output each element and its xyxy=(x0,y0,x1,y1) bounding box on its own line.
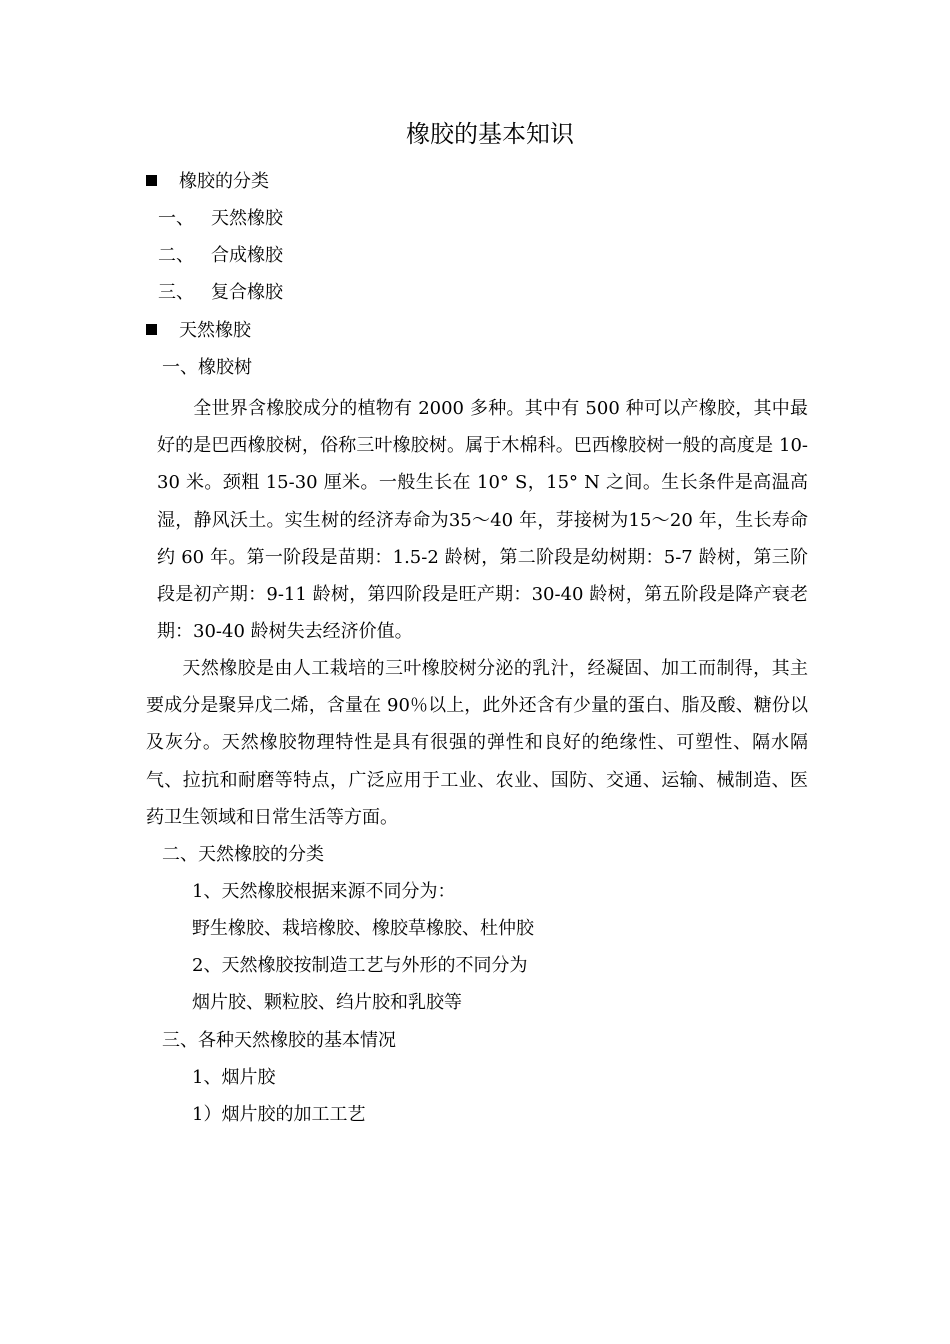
section-heading-classification: 橡胶的分类 xyxy=(146,169,269,195)
text-line: 1、天然橡胶根据来源不同分为： xyxy=(192,881,456,902)
subheading-rubber-tree: 一、橡胶树 xyxy=(162,357,252,378)
square-bullet-icon xyxy=(146,324,157,335)
text-line: 2、天然橡胶按制造工艺与外形的不同分为 xyxy=(192,955,528,976)
text-line: 1）烟片胶的加工工艺 xyxy=(192,1104,366,1125)
subheading-classification: 二、天然橡胶的分类 xyxy=(162,844,324,865)
list-item: 二、 合成橡胶 xyxy=(158,245,283,266)
list-item: 一、 天然橡胶 xyxy=(158,208,283,229)
section-heading-natural-rubber: 天然橡胶 xyxy=(146,318,251,344)
list-item: 三、 复合橡胶 xyxy=(158,282,283,303)
paragraph-rubber-tree: 全世界含橡胶成分的植物有 2000 多种。其中有 500 种可以产橡胶，其中最好的是巴西橡胶树，俗称三叶橡胶树。属于木棉科。巴西橡胶树一般的高度是 10-30 米。颈粗 15-30 厘米。一般生长在 10° S，15° N 之间。生长条件是高温高湿，静风沃土。实生树的经济寿命为35～40 年，芽接树为15～20 年，生长寿命约 60 年。第一阶段是苗期：1.5-2 龄树，第二阶段是幼树期：5-7 龄树，第三阶段是初产期：9-11 龄树，第四阶段是旺产期：30-40 龄树，第五阶段是降产衰老期：30-40 龄树失去经济价值。 xyxy=(157,398,808,643)
text-line: 烟片胶、颗粒胶、绉片胶和乳胶等 xyxy=(192,992,462,1013)
text-line: 野生橡胶、栽培橡胶、橡胶草橡胶、杜仲胶 xyxy=(192,918,534,939)
square-bullet-icon xyxy=(146,175,157,186)
subheading-basic-info: 三、各种天然橡胶的基本情况 xyxy=(162,1030,396,1051)
paragraph-natural-rubber: 天然橡胶是由人工栽培的三叶橡胶树分泌的乳汁，经凝固、加工而制得，其主要成分是聚异戊二烯，含量在 90％以上，此外还含有少量的蛋白、脂及酸、糖份以及灰分。天然橡胶物理特性是具有很强的弹性和良好的绝缘性、可塑性、隔水隔气、拉抗和耐磨等特点，广泛应用于工业、农业、国防、交通、运输、械制造、医药卫生领域和日常生活等方面。 xyxy=(146,658,808,828)
page-title: 橡胶的基本知识 xyxy=(406,120,574,148)
text-line: 1、烟片胶 xyxy=(192,1067,276,1088)
